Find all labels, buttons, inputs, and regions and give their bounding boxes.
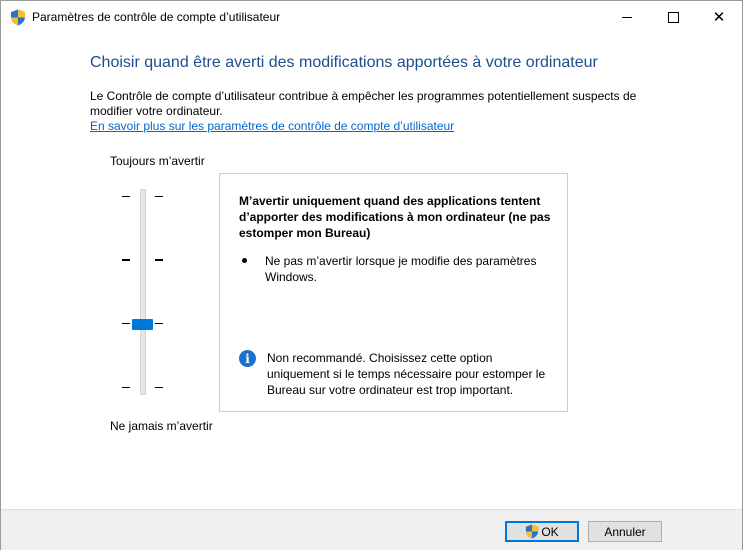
page-heading: Choisir quand être averti des modifications apportées à votre ordinateur xyxy=(90,54,598,71)
ok-label: OK xyxy=(541,524,559,539)
slider-tick xyxy=(155,387,163,388)
slider-tick xyxy=(122,323,130,324)
window-title: Paramètres de contrôle de compte d’utilisateur xyxy=(32,10,281,24)
maximize-icon xyxy=(668,12,679,23)
slider-track[interactable] xyxy=(140,189,146,395)
maximize-button[interactable] xyxy=(650,1,696,33)
recommendation-note: Non recommandé. Choisissez cette option uniquement si le temps nécessaire pour estomper le Bureau sur votre ordinateur est trop important. xyxy=(267,351,546,397)
slider-thumb[interactable] xyxy=(132,319,153,330)
close-button[interactable] xyxy=(696,1,742,33)
slider-label-top: Toujours m’avertir xyxy=(110,154,205,168)
button-bar xyxy=(1,509,742,550)
close-icon: ✕ xyxy=(712,9,726,26)
level-title: M’avertir uniquement quand des applications tentent d’apporter des modifications à mon ordinateur (ne pas estomper mon Bureau) xyxy=(239,194,551,240)
uac-shield-icon xyxy=(10,9,26,26)
description-text: Le Contrôle de compte d’utilisateur contribue à empêcher les programmes potentiellement suspects de modifier votre ordinateur. xyxy=(90,89,637,118)
slider-tick xyxy=(155,259,163,261)
slider-tick xyxy=(122,196,130,197)
learn-more-link[interactable]: En savoir plus sur les paramètres de contrôle de compte d’utilisateur xyxy=(90,119,455,133)
title-bar xyxy=(1,1,742,33)
slider-tick xyxy=(122,387,130,388)
slider-tick xyxy=(155,196,163,197)
info-icon: i xyxy=(239,350,256,367)
ok-button[interactable] xyxy=(505,521,579,542)
bullet-icon xyxy=(242,258,247,263)
level-description-box xyxy=(219,173,568,412)
level-bullet-text: Ne pas m’avertir lorsque je modifie des paramètres Windows. xyxy=(265,254,537,284)
slider-tick xyxy=(155,323,163,324)
cancel-button[interactable]: Annuler xyxy=(588,521,662,542)
slider-label-bottom: Ne jamais m’avertir xyxy=(110,419,213,433)
slider-tick xyxy=(122,259,130,261)
minimize-button[interactable] xyxy=(604,1,650,33)
uac-shield-icon xyxy=(525,524,539,539)
minimize-icon xyxy=(622,17,632,18)
